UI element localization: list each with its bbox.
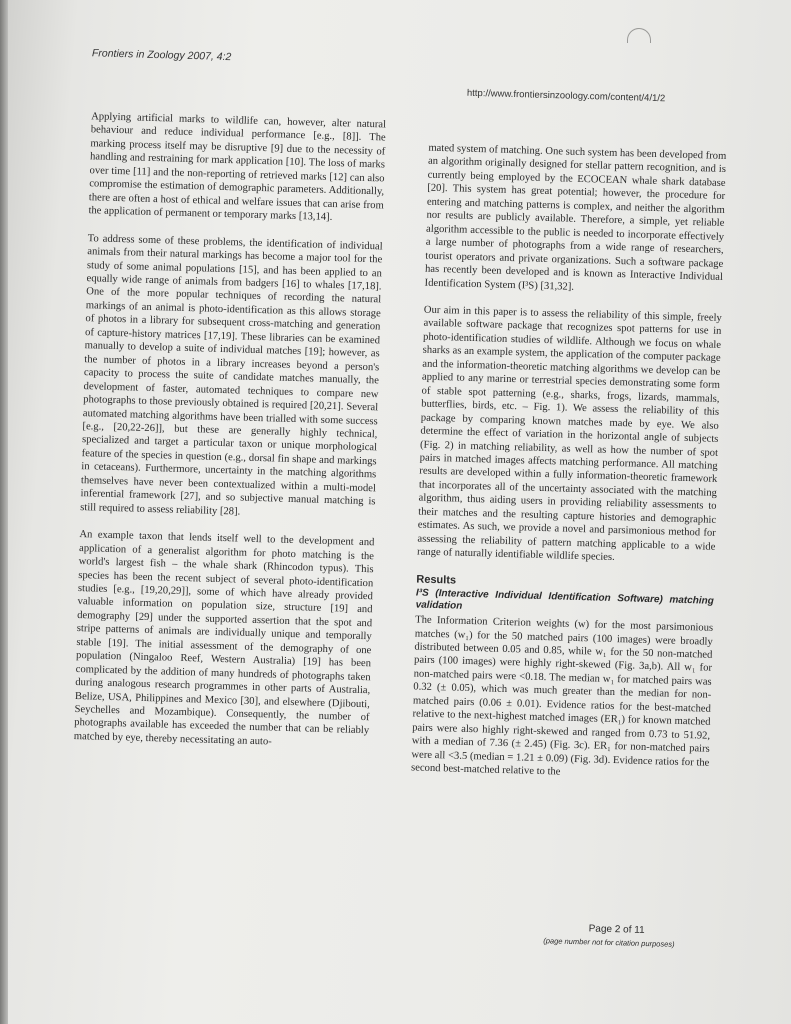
paragraph: mated system of matching. One such system has been developed from an algorithm originally designed for stellar pattern recognition, and is currently being employed by the ECOCEAN whale shark database [20]. This system has great potential; however, the procedure for entering and matching patterns is complex, and neither the algorithm nor results are publicly available. Therefore, a simple, yet reliable algorithm accessible to the public is needed to incorporate effectively a large number of photographs from a wide range of researchers, tourist operators and private organizations. Such a software package has recently been developed and is known as Interactive Individual Identification System (I³S) [31,32]. <box>424 142 727 293</box>
article-url: http://www.frontiersinzoology.com/content/4/1/2 <box>466 87 666 105</box>
journal-citation: Frontiers in Zoology 2007, 4:2 <box>91 47 232 64</box>
paragraph: Our aim in this paper is to assess the reliability of this simple, freely available software package that recognizes spot patterns for use in photo-identification studies of wildlife. Although we focus on whale sharks as an example system, the application of the computer package and the information-theoretic matching algorithms we develop can be applied to any marine or terrestrial species demonstrating some form of stable spot patterning (e.g., sharks, frogs, lizards, mammals, butterflies, birds, etc. – Fig. 1). We assess the reliability of this package by comparing known matches made by eye. We also determine the effect of variation in the horizontal angle of subjects (Fig. 2) in matching reliability, as well as how the number of spot pairs in matched images affects matching performance. All matching results are developed within a fully information-theoretic framework that incorporates all of the uncertainty associated with the matching algorithm, thus aiding users in providing reliability assessments to their matches and the resulting capture histories and demographic estimates. As such, we provide a novel and parsimonious method for assessing the reliability of pattern matching applicable to a wide range of naturally identifiable wildlife species. <box>416 304 722 564</box>
right-column <box>410 142 726 798</box>
subsection-heading: I³S (Interactive Individual Identification Software) matching validation <box>415 587 715 612</box>
paragraph: To address some of these problems, the identification of individual animals from their natural markings has become a major tool for the study of some animal populations [15], and has been applied to an equally wide range of animals from badgers [16] to whales [17,18]. One of the more popular techniques of recording the natural markings of an animal is photo-identification as this allows storage of photos in a library for subsequent cross-matching and generation of capture-history matrices [17,19]. These libraries can be examined manually to develop a suite of individual matches [19]; however, as the number of photos in a library increases beyond a person's capacity to process the suite of candidate matches manually, the development of faster, automated techniques to compare new photographs to those previously obtained is required [20,21]. Several automated matching algorithms have been trialled with some success [e.g., [20,22-26]], but these are generally highly technical, specialized and target a particular taxon or unique morphological feature of the species in question (e.g., dorsal fin shape and markings in cetaceans). Furthermore, uncertainty in the matching algorithms themselves have never been contextualized within a multi-model inferential framework [27], and so subjective manual matching is still required to assess reliability [28]. <box>80 232 383 518</box>
paragraph: Applying artificial marks to wildlife can, however, alter natural behaviour and reduce individual performance [e.g., [8]]. The marking process itself may be disruptive [9] due to the necessity of handling and restraining for mark application [10]. The loss of marks over time [11] and the non-reporting of retrieved marks [12] can also compromise the estimation of demographic parameters. Additionally, there are often a host of ethical and welfare issues that can arise from the application of permanent or temporary marks [13,14]. <box>88 111 387 224</box>
page-number-note: (page number not for citation purposes) <box>543 936 675 949</box>
paragraph: An example taxon that lends itself well to the development and application of a generalist algorithm for photo matching is the world's largest fish – the whale shark (Rhincodon typus). This species has been the recent subject of several photo-identification studies [e.g., [19,20,29]], some of which have already provided valuable information on population size, structure [19] and demography [29] under the supported assertion that the spot and stripe patterns of animals are individually unique and temporally stable [19]. The initial assessment of the demography of one population (Ningaloo Reef, Western Australia) [19] has been complicated by the addition of many hundreds of photographs taken during analogous research programmes in other parts of Australia, Belize, USA, Philippines and Mexico [30], and elsewhere (Djibouti, Seychelles and Mozambique). Consequently, the number of photographs available has exceeded the number that can be reliably matched by eye, thereby necessitating an auto- <box>73 529 375 748</box>
section-heading: Results <box>416 573 457 587</box>
paragraph: The Information Criterion weights (w) for the most parsimonious matches (w₁) for the 50 matched pairs (100 images) were broadly distributed between 0.05 and 0.85, while w₁ for the 50 non-matched pairs (100 images) were highly right-skewed (Fig. 3a,b). All w₁ for non-matched pairs were <0.18. The median w₁ for matched pairs was 0.32 (± 0.05), which was much greater than the median for non-matched pairs (0.06 ± 0.01). Evidence ratios for the best-matched relative to the next-highest matched images (ER₁) for known matched pairs were also highly right-skewed and ranged from 0.73 to 51.92, with a median of 7.36 (± 2.45) (Fig. 3c). ER₁ for non-matched pairs were all <3.5 (median = 1.21 ± 0.09) (Fig. 3d). Evidence ratios for the second best-matched relative to the <box>410 614 714 778</box>
page-number: Page 2 of 11 <box>588 923 645 936</box>
left-column <box>73 110 386 765</box>
